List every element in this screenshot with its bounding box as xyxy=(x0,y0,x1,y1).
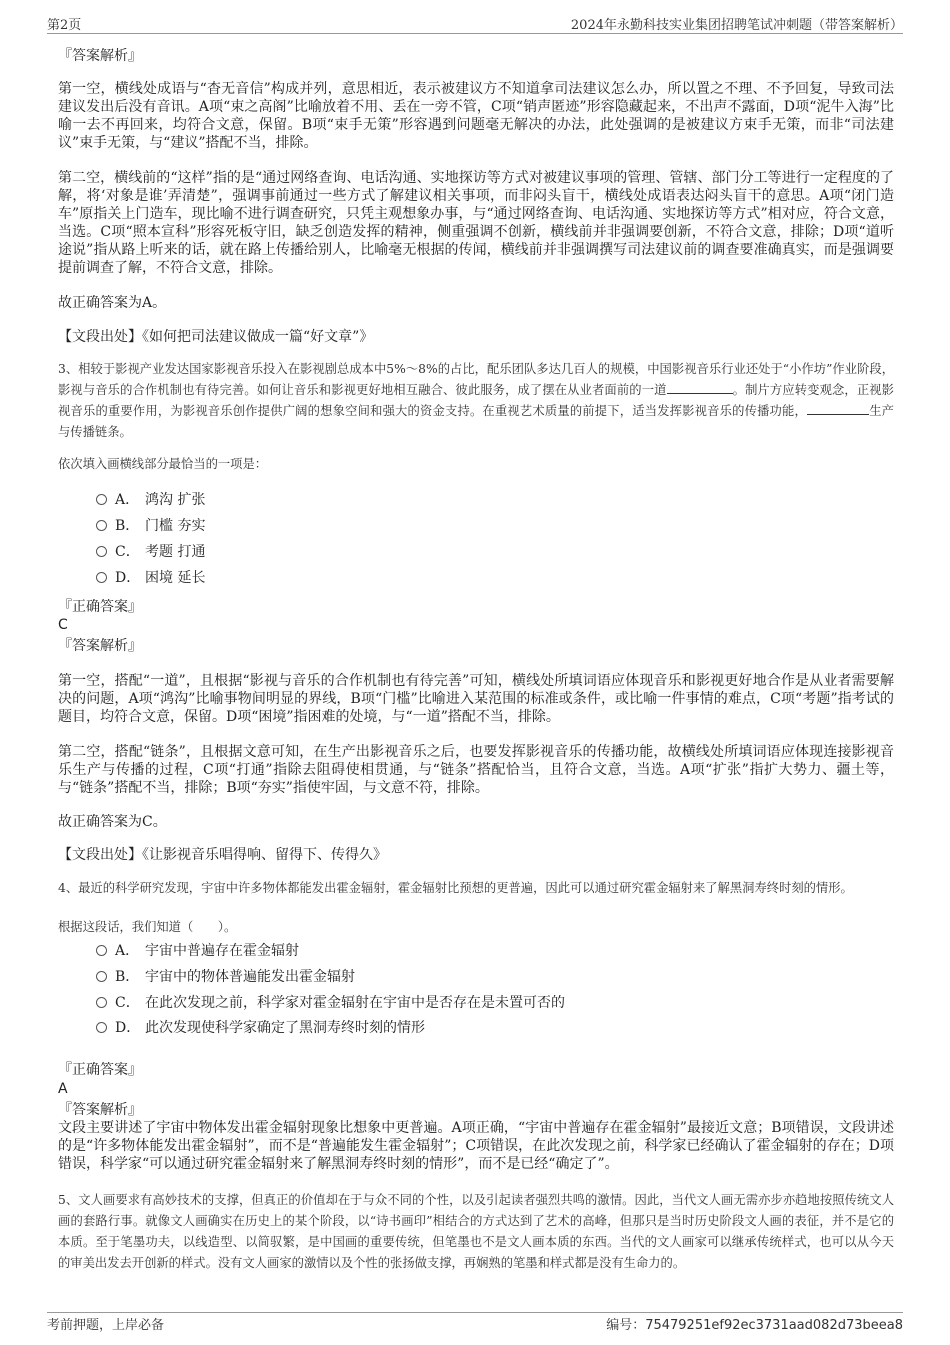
radio-icon[interactable] xyxy=(96,520,107,531)
document-code xyxy=(606,1314,903,1333)
page-header xyxy=(47,12,903,34)
radio-icon[interactable] xyxy=(96,494,107,505)
document-code-label: 编号： xyxy=(606,1318,646,1333)
q4-answer: A xyxy=(58,1081,68,1097)
q3-question-text: 3、相较于影视产业发达国家影视音乐投入在影视剧总成本中5%～8%的占比，配乐团队多达几百人的规模，中国影视音乐行业还处于“小作坊”作业阶段，影视与音乐的合作机制也有待完善。如何让音乐和影视更好地相互融合、彼此服务，成了摆在从业者面前的一道 。制片方应转变观念，正视影视音乐的重要作用，为影视音乐创作提供广阔的想象空间和强大的资金支持。在重视艺术质量的前提下，适当发挥影视音乐的传播功能， 生产与传播链条。 xyxy=(58,362,894,439)
q4-analysis: 文段主要讲述了宇宙中物体发出霍金辐射现象比想象中更普遍。A项正确，“宇宙中普遍存在霍金辐射”最接近文意；B项错误，文段讲述的是“许多物体能发出霍金辐射”，而不是“普遍能发生霍金辐射”；C项错误，在此次发现之前，科学家已经确认了霍金辐射的存在；D项错误，科学家“可以通过研究霍金辐射来了解黑洞寿终时刻的情形”，而不是已经“确定了”。 xyxy=(58,1120,894,1172)
q3-analysis-para2: 第二空，搭配“链条”，且根据文意可知，在生产出影视音乐之后，也要发挥影视音乐的传播功能，故横线处所填词语应体现连接影视音乐生产与传播的过程，C项“打通”指除去阻碍使相贯通，与“链条”搭配恰当，且符合文意，当选。A项“扩张”指扩大势力、疆土等，与“链条”搭配不当，排除；B项“夯实”指使牢固，与文意不符，排除。 xyxy=(58,744,894,796)
q3-conclusion: 故正确答案为C。 xyxy=(58,814,167,830)
q2-analysis-para2: 第二空，横线前的“这样”指的是“通过网络查询、电话沟通、实地探访等方式对被建议事项的管理、管辖、部门分工等进行一定程度的了解，将‘对象是谁’弄清楚”，强调事前通过一些方式了解建议相关事项，而非闷头盲干，横线处成语表达闷头盲干的意思。A项“闭门造车”原指关上门造车，现比喻不进行调查研究，只凭主观想象办事，与“通过网络查询、电话沟通、实地探访等方式”相对应，符合文意，当选。C项“照本宣科”形容死板守旧，缺乏创造发挥的精神，侧重强调不创新，横线前并非强调要创新，不符合文意，排除；D项“道听途说”指从路上听来的话，就在路上传播给别人，比喻毫无根据的传闻，横线前并非强调撰写司法建议前的调查要准确真实，而是强调要提前调查了解，不符合文意，排除。 xyxy=(58,170,894,276)
q3-source: 【文段出处】《让影视音乐唱得响、留得下、传得久》 xyxy=(58,847,387,863)
q5-question-text: 5、文人画要求有高妙技术的支撑，但真正的价值却在于与众不同的个性，以及引起读者强烈共鸣的激情。因此，当代文人画无需亦步亦趋地按照传统文人画的套路行事。就像文人画确实在历史上的某个阶段，以“诗书画印”相结合的方式达到了艺术的高峰，但那只是当时历史阶段文人画的表征，并不是它的本质。至于笔墨功夫，以线造型、以简驭繁，是中国画的重要传统，但笔墨也不是文人画本质的东西。当代的文人画家可以继承传统样式，也可以从今天的审美出发去开创新的样式。没有文人画家的激情以及个性的张扬做支撑，再娴熟的笔墨和样式都是没有生命力的。 xyxy=(58,1193,894,1270)
q4-question-text: 4、最近的科学研究发现，宇宙中许多物体都能发出霍金辐射，霍金辐射比预想的更普遍，因此可以通过研究霍金辐射来了解黑洞寿终时刻的情形。 xyxy=(58,881,853,895)
q3-option-a[interactable]: A． 鸿沟 扩张 xyxy=(96,490,205,510)
q4-prompt: 根据这段话，我们知道（ ）。 xyxy=(58,920,237,934)
radio-icon[interactable] xyxy=(96,945,107,956)
page-number: 第2页 xyxy=(47,18,82,33)
q4-option-b[interactable]: B． 宇宙中的物体普遍能发出霍金辐射 xyxy=(96,967,355,987)
radio-icon[interactable] xyxy=(96,971,107,982)
q4-option-a[interactable]: A． 宇宙中普遍存在霍金辐射 xyxy=(96,941,299,961)
q3-answer-label: 『正确答案』 xyxy=(58,599,142,615)
q4-analysis-label: 『答案解析』 xyxy=(58,1102,142,1118)
q3-prompt: 依次填入画横线部分最恰当的一项是： xyxy=(58,457,268,471)
footer-divider xyxy=(47,1312,903,1313)
radio-icon[interactable] xyxy=(96,997,107,1008)
q3-blank-2 xyxy=(807,401,869,415)
q3-blank-1 xyxy=(667,380,733,394)
q4-option-d[interactable]: D． 此次发现使科学家确定了黑洞寿终时刻的情形 xyxy=(96,1018,425,1038)
radio-icon[interactable] xyxy=(96,546,107,557)
q3-option-c[interactable]: C． 考题 打通 xyxy=(96,542,205,562)
footer-slogan: 考前押题，上岸必备 xyxy=(47,1318,165,1333)
q2-analysis-para1: 第一空，横线处成语与“杳无音信”构成并列，意思相近，表示被建议方不知道拿司法建议怎么办，所以置之不理、不予回复，导致司法建议发出后没有音讯。A项“束之高阁”比喻放着不用、丢在一旁不管，C项“销声匿迹”形容隐藏起来，不出声不露面，D项“泥牛入海”比喻一去不再回来，均符合文意，保留。B项“束手无策”形容遇到问题毫无解决的办法，此处强调的是被建议方束手无策，而非“司法建议”束手无策，与“建议”搭配不当，排除。 xyxy=(58,81,894,151)
header-divider xyxy=(47,33,903,34)
q2-conclusion: 故正确答案为A。 xyxy=(58,295,167,311)
q2-analysis-label: 『答案解析』 xyxy=(58,48,142,64)
q3-option-b[interactable]: B． 门槛 夯实 xyxy=(96,516,205,536)
q4-answer-label: 『正确答案』 xyxy=(58,1062,142,1078)
q3-answer: C xyxy=(58,617,68,633)
radio-icon[interactable] xyxy=(96,1022,107,1033)
document-title: 2024年永勤科技实业集团招聘笔试冲刺题（带答案解析） xyxy=(570,18,903,33)
q2-source: 【文段出处】《如何把司法建议做成一篇“好文章”》 xyxy=(58,329,374,345)
document-code-value: 75479251ef92ec3731aad082d73beea8 xyxy=(645,1318,903,1333)
q3-analysis-para1: 第一空，搭配“一道”，且根据“影视与音乐的合作机制也有待完善”可知，横线处所填词语应体现音乐和影视更好地合作是从业者需要解决的问题，A项“鸿沟”比喻事物间明显的界线，B项“门槛”比喻进入某范围的标准或条件，或比喻一件事情的难点，C项“考题”指考试的题目，均符合文意，保留。D项“困境”指困难的处境，与“一道”搭配不当，排除。 xyxy=(58,673,894,725)
q4-option-c[interactable]: C． 在此次发现之前，科学家对霍金辐射在宇宙中是否存在是未置可否的 xyxy=(96,993,565,1013)
radio-icon[interactable] xyxy=(96,572,107,583)
q3-option-d[interactable]: D． 困境 延长 xyxy=(96,568,205,588)
q3-analysis-label: 『答案解析』 xyxy=(58,638,142,654)
